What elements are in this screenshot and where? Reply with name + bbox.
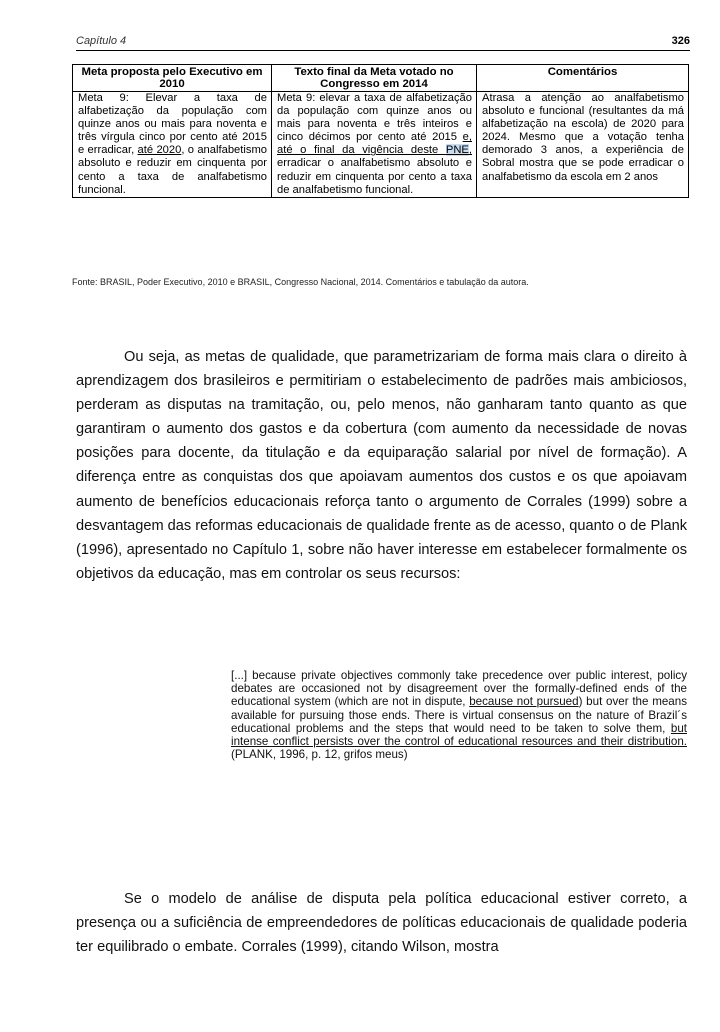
- quote-citation: (PLANK, 1996, p. 12, grifos meus): [231, 748, 408, 762]
- header-comments: Comentários: [477, 65, 689, 92]
- body-paragraph: Ou seja, as metas de qualidade, que parametrizariam de forma mais clara o direito à aprendizagem dos brasileiros e permitiriam o estabelecimento de padrões mais ambiciosos, perderam as disputas na tramitação, ou, pelo menos, não ganharam tanto quanto as que garantiram o aumento dos gastos e da cobertura (com aumento da necessidade de novas posições para docente, da titulação e da equiparação salarial por nível de formação). A diferença entre as conquistas dos que apoiavam aumentos dos custos e os que apoiavam aumento de benefícios educacionais reforça tanto o argumento de Corrales (1999) sobre a desvantagem das reformas educacionais de qualidade frente as de acesso, quanto o de Plank (1996), apresentado no Capítulo 1, sobre não haver interesse em estabelecer formalmente os objetivos da educação, mas em controlar os seus recursos:: [76, 349, 687, 582]
- header-executive-proposal: Meta proposta pelo Executivo em 2010: [73, 65, 272, 92]
- body-paragraph: Se o modelo de análise de disputa pela política educacional estiver correto, a presença ou a suficiência de empreendedores de políticas educacionais de qualidade poderia ter equilibrado o embate. Corrales (1999), citando Wilson, mostra: [76, 891, 687, 956]
- underlined-text: but intense conflict persists over the control of educational resources and their distribution.: [231, 721, 687, 749]
- cell-executive-proposal: [73, 92, 272, 198]
- cell-comments: Atrasa a atenção ao analfabetismo absoluto e funcional (resultantes da má alfabetização na escola) de 2020 para 2024. Mesmo que a votação tenha demorado 3 anos, a experiência de Sobral mostra que se pode erradicar o analfabetismo da escola em 2 anos: [477, 92, 689, 198]
- underlined-text: até 2020: [137, 144, 182, 157]
- highlighted-text: PNE: [445, 144, 469, 157]
- table-source-note: Fonte: BRASIL, Poder Executivo, 2010 e BRASIL, Congresso Nacional, 2014. Comentários e tabulação da autora.: [72, 277, 529, 287]
- table-header-row: [73, 65, 689, 92]
- quote-text: [...] because private objectives commonly take precedence over public interest, policy debates are occasioned not by disagreement over the formally-defined ends of the educational system (which are not in dispute,: [231, 669, 687, 709]
- page-header: [76, 30, 690, 51]
- underlined-text: ,: [468, 144, 472, 157]
- page-number: 326: [671, 35, 690, 47]
- quote-text: ) but over the means available for pursuing those ends. There is virtual consensus on the nature of Brazil´s educational problems and the steps that would need to be taken to solve them,: [231, 695, 687, 735]
- header-congress-final-text: Texto final da Meta votado no Congresso em 2014: [272, 65, 477, 92]
- chapter-title: Capítulo 4: [76, 35, 127, 47]
- cell-congress-final-text: [272, 92, 477, 198]
- block-quote: [231, 669, 687, 761]
- table-row: [73, 92, 689, 198]
- cell-text: erradicar o analfabetismo absoluto e reduzir em cinquenta por cento a taxa de analfabetismo funcional.: [277, 157, 472, 196]
- underlined-text: because not pursued: [469, 695, 579, 709]
- cell-text: Meta 9: Elevar a taxa de alfabetização da população com quinze anos ou mais para noventa e três vírgula cinco por cento até 2015 e erradicar,: [78, 92, 267, 157]
- goals-table: [72, 64, 689, 198]
- cell-text: Meta 9: elevar a taxa de alfabetização da população com quinze anos ou mais para noventa e três inteiros e cinco décimos por cento até 2015: [277, 92, 472, 144]
- cell-text: , o analfabetismo absoluto e reduzir em cinquenta por cento a taxa de analfabetismo funcional.: [78, 144, 267, 196]
- underlined-text: e, até o final da vigência deste: [277, 131, 472, 157]
